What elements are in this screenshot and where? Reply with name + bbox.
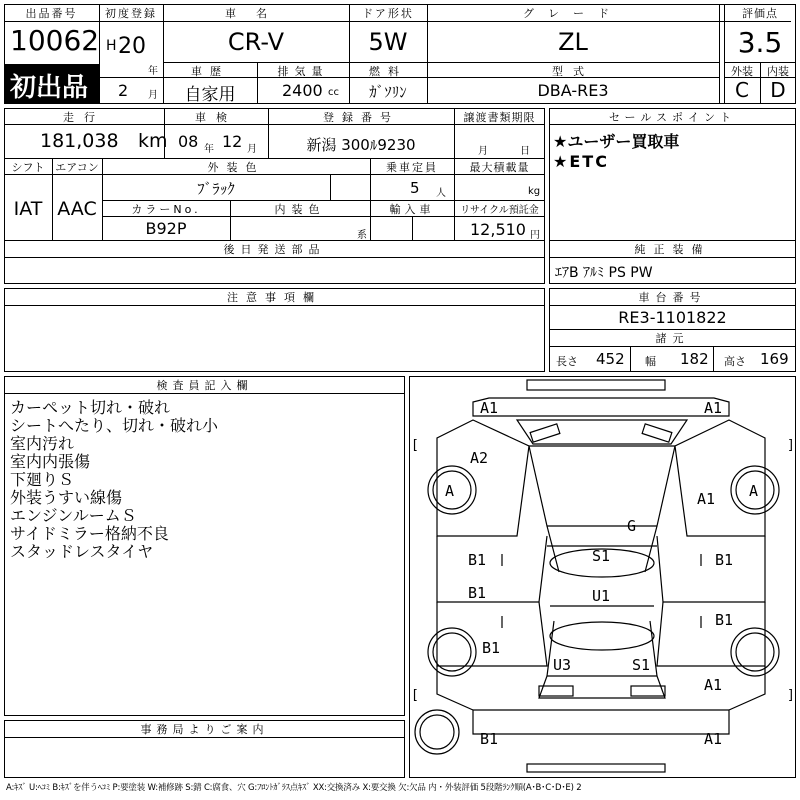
mark-roof-front: S1 bbox=[592, 547, 611, 565]
inspection-year: 08 bbox=[178, 132, 199, 151]
mileage: 181,038 bbox=[40, 130, 119, 152]
score: 3.5 bbox=[737, 26, 783, 59]
sales-point-1: ★ユーザー買取車 bbox=[553, 132, 680, 151]
inspection-month-unit: 月 bbox=[247, 144, 257, 155]
load-label: 最大積載量 bbox=[469, 161, 530, 174]
capacity: 5 bbox=[410, 179, 420, 197]
mark-rear-right: A1 bbox=[704, 730, 723, 748]
mark-tire-fr: A bbox=[749, 482, 759, 500]
car-name: CR-V bbox=[227, 28, 285, 56]
chassis-number: RE3-1101822 bbox=[618, 308, 727, 327]
inspector-line-2: シートへたり、切れ・破れ小 bbox=[10, 416, 219, 435]
inspector-line-7: エンジンルームＳ bbox=[10, 506, 137, 525]
office-label: 事務局よりご案内 bbox=[140, 723, 269, 736]
reg-year: 20 bbox=[118, 34, 146, 59]
specs-label: 諸元 bbox=[655, 332, 690, 345]
color: ﾌﾞﾗｯｸ bbox=[197, 180, 235, 198]
model: DBA-RE3 bbox=[537, 81, 609, 100]
transfer-label: 譲渡書類期限 bbox=[463, 111, 536, 124]
first-reg-label: 初度登録 bbox=[105, 7, 157, 20]
reg-number: 新潟 300ﾙ9230 bbox=[306, 136, 416, 154]
era: H bbox=[106, 38, 117, 54]
interior-grade: D bbox=[770, 78, 786, 102]
mark-quarter-right: A1 bbox=[704, 676, 723, 694]
inspector-line-5: 下廻りＳ bbox=[10, 470, 75, 489]
mark-tire-fl: A bbox=[445, 482, 455, 500]
notes-label: 注意事項欄 bbox=[227, 291, 322, 304]
grade: ZL bbox=[558, 28, 588, 56]
history: 自家用 bbox=[184, 85, 236, 105]
transfer-day: 日 bbox=[520, 146, 530, 157]
inspector-line-9: スタッドレスタイヤ bbox=[10, 542, 154, 561]
inspection-year-unit: 年 bbox=[204, 144, 214, 155]
month-unit: 月 bbox=[148, 90, 158, 101]
load-unit: kg bbox=[528, 186, 541, 197]
length-label: 長さ bbox=[556, 355, 578, 368]
bracket-left-rear: [ bbox=[411, 688, 419, 703]
model-label: 型式 bbox=[552, 65, 594, 78]
mileage-unit: km bbox=[138, 130, 168, 152]
mark-fender-left: A2 bbox=[470, 449, 489, 467]
height: 169 bbox=[760, 350, 789, 368]
color-no-label: カラーNo. bbox=[131, 203, 201, 216]
inspection-label: 車検 bbox=[195, 111, 237, 124]
mark-door-rl: B1 bbox=[468, 584, 487, 602]
inspector-line-8: サイドミラー格納不良 bbox=[10, 524, 169, 543]
exterior-grade: C bbox=[735, 78, 749, 102]
aircon: AAC bbox=[57, 198, 97, 220]
displacement: 2400 bbox=[282, 81, 323, 100]
inspector-line-4: 室内内張傷 bbox=[10, 452, 91, 471]
first-listing-text: 初出品 bbox=[10, 73, 89, 103]
mark-front-left: A1 bbox=[480, 399, 499, 417]
displacement-unit: cc bbox=[328, 87, 339, 98]
int-color-label: 内装色 bbox=[274, 203, 326, 216]
capacity-label: 乗車定員 bbox=[386, 161, 438, 174]
later-parts-label: 後日発送部品 bbox=[223, 243, 326, 256]
bracket-right-rear: ] bbox=[787, 688, 795, 703]
mark-door-fr: B1 bbox=[715, 551, 734, 569]
width: 182 bbox=[680, 350, 709, 368]
sales-points-label: セールスポイント bbox=[608, 111, 736, 124]
exterior-label: 外装 bbox=[731, 65, 753, 78]
mark-door-rr: B1 bbox=[715, 611, 734, 629]
equipment: ｴｱB ｱﾙﾐ PS PW bbox=[555, 265, 653, 281]
door-label: ドア形状 bbox=[362, 7, 414, 20]
import-label: 輸入車 bbox=[389, 203, 435, 216]
fuel-label: 燃料 bbox=[369, 65, 407, 78]
reg-number-label: 登録番号 bbox=[323, 111, 399, 124]
mark-roof: U1 bbox=[592, 587, 611, 605]
inspector-line-3: 室内汚れ bbox=[10, 434, 75, 453]
aircon-label: エアコン bbox=[55, 161, 99, 174]
bracket-right-front: ] bbox=[787, 438, 795, 453]
mark-glass: G bbox=[627, 517, 637, 535]
recycle-unit: 円 bbox=[530, 230, 540, 241]
lot-label: 出品番号 bbox=[25, 7, 78, 20]
mileage-label: 走行 bbox=[63, 111, 105, 124]
color-no: B92P bbox=[145, 219, 187, 238]
interior-label: 内装 bbox=[767, 65, 789, 78]
recycle-amount: 12,510 bbox=[470, 220, 526, 239]
mark-rear-s: S1 bbox=[632, 656, 651, 674]
shift-label: シフト bbox=[11, 161, 45, 174]
shift: IAT bbox=[13, 198, 43, 220]
bracket-left-front: [ bbox=[411, 438, 419, 453]
equipment-label: 純正装備 bbox=[634, 243, 711, 256]
door: 5W bbox=[368, 28, 408, 56]
int-color-unit: 系 bbox=[357, 230, 367, 241]
recycle-label: リサイクル預託金 bbox=[460, 205, 539, 216]
fuel: ｶﾞｿﾘﾝ bbox=[369, 83, 407, 101]
car-outline-svg bbox=[409, 376, 796, 778]
history-label: 車歴 bbox=[191, 65, 229, 78]
grade-label: グレード bbox=[523, 7, 623, 20]
mark-rear-u: U3 bbox=[553, 656, 572, 674]
inspector-line-6: 外装うすい線傷 bbox=[10, 488, 123, 507]
legend: A:ｷｽﾞ U:ﾍｺﾐ B:ｷｽﾞを伴うﾍｺﾐ P:要塗装 W:補修跡 S:錆 C:腐食、穴 G:ﾌﾛﾝﾄｶﾞﾗｽ点ｷｽﾞ XX:交換済み X:要交換 欠:欠品 内・外装評価 5段階ﾗﾝｸ順(A･B･C･D･E) 2 bbox=[6, 783, 582, 793]
transfer-month: 月 bbox=[478, 146, 488, 157]
displacement-label: 排気量 bbox=[277, 65, 329, 78]
car-name-label: 車名 bbox=[225, 7, 287, 20]
chassis-label: 車台番号 bbox=[638, 291, 707, 304]
width-label: 幅 bbox=[645, 355, 656, 368]
length: 452 bbox=[596, 350, 625, 368]
mark-fender-right: A1 bbox=[697, 490, 716, 508]
year-unit: 年 bbox=[148, 66, 158, 77]
mark-door-fl: B1 bbox=[468, 551, 487, 569]
reg-month: 2 bbox=[118, 81, 129, 100]
mark-quarter-left: B1 bbox=[482, 639, 501, 657]
inspection-month: 12 bbox=[222, 132, 243, 151]
mark-rear-left: B1 bbox=[480, 730, 499, 748]
inspector-line-1: カーペット切れ・破れ bbox=[10, 398, 171, 417]
score-label: 評価点 bbox=[742, 7, 778, 20]
inspector-label: 検査員記入欄 bbox=[156, 379, 253, 392]
height-label: 高さ bbox=[724, 355, 746, 368]
lot-number: 10062 bbox=[10, 24, 100, 57]
color-label: 外装色 bbox=[207, 161, 265, 174]
mark-front-right: A1 bbox=[704, 399, 723, 417]
sales-point-2: ★ETC bbox=[553, 152, 609, 171]
capacity-unit: 人 bbox=[436, 188, 446, 199]
